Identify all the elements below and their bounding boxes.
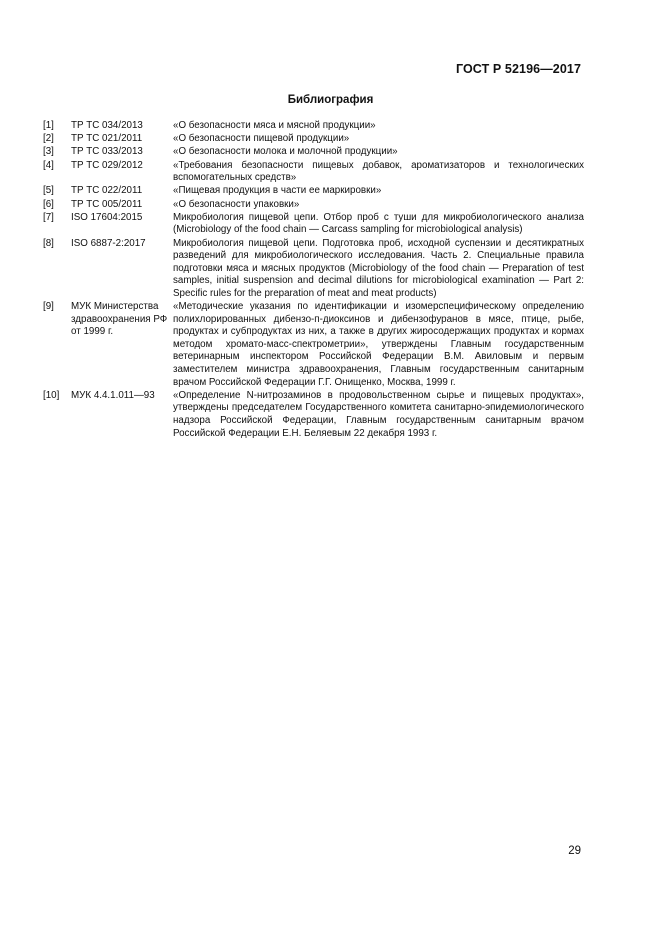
- entry-reference: ТР ТС 005/2011: [71, 198, 143, 210]
- entry-reference: ТР ТС 022/2011: [71, 185, 143, 197]
- entry-description: «О безопасности пищевой продукции»: [173, 133, 350, 145]
- entry-number: [5]: [43, 185, 54, 197]
- entry-reference: ТР ТС 029/2012: [71, 159, 143, 171]
- entry-description: Микробиология пищевой цепи. Отбор проб с туши для микробиологического анализа (Microbiology of the food chain — Carcass sampling for microbiological analysis): [173, 211, 584, 236]
- bibliography-entry: [43, 120, 584, 133]
- bibliography-entry: [43, 199, 584, 212]
- entry-description: «О безопасности мяса и мясной продукции»: [173, 120, 376, 131]
- entry-description: Микробиология пищевой цепи. Подготовка проб, исходной суспензии и десятикратных разведений для микробиологического исследования. Часть 2. Специальные правила подготовки мяса и мясных продуктов (Microbiology of the food chain — Preparation of test samples, initial suspension and decimal dilutions for microbiological examination — Part 2: Specific rules for the preparation of meat and meat products): [173, 237, 584, 299]
- bibliography-list: [43, 120, 584, 441]
- bibliography-entry: [43, 185, 584, 198]
- bibliography-entry: [43, 160, 584, 185]
- bibliography-title: Библиография: [287, 94, 374, 106]
- entry-description: «Пищевая продукция в части ее маркировки»: [173, 185, 382, 197]
- bibliography-entry: [43, 212, 584, 237]
- entry-reference: ТР ТС 033/2013: [71, 146, 143, 158]
- entry-description: «Методические указания по идентификации и изомерспецифическому определению полихлорированных дибензо-п-диоксинов и дибензофуранов в мясе, птице, рыбе, продуктах и субпродуктах из них, а также в других жиросодержащих продуктах и кормах методом хромато-масс-спектрометрии», утверждены Главным государственным ветеринарным инспектором Российской Федерации В.М. Авиловым и первым заместителем министра здравоохранения, Главным государственным санитарным врачом Российской Федерации Г.Г. Онищенко, Москва, 1999 г.: [173, 301, 584, 388]
- document-code: ГОСТ Р 52196—2017: [455, 62, 581, 76]
- entry-description: «О безопасности упаковки»: [173, 198, 300, 210]
- entry-number: [9]: [43, 301, 54, 313]
- entry-reference: МУК Министерства здравоохранения РФ от 1999 г.: [71, 301, 168, 338]
- entry-number: [7]: [43, 211, 54, 223]
- entry-description: «О безопасности молока и молочной продукции»: [173, 146, 398, 158]
- entry-reference: МУК 4.4.1.011—93: [71, 389, 155, 401]
- bibliography-entry: [43, 390, 584, 440]
- bibliography-entry: [43, 133, 584, 146]
- entry-number: [8]: [43, 237, 54, 249]
- entry-number: [10]: [43, 389, 60, 401]
- entry-description: «Определение N-нитрозаминов в продовольственном сырье и пищевых продуктах», утверждены председателем Государственного комитета санитарно-эпидемиологического надзора Российской Федерации, Главным государственным санитарным врачом Российской Федерации Е.Н. Беляевым 22 декабря 1993 г.: [173, 389, 584, 439]
- entry-description: «Требования безопасности пищевых добавок, ароматизаторов и технологических вспомогательных средств»: [173, 159, 584, 184]
- entry-reference: ISO 6887-2:2017: [71, 237, 146, 249]
- entry-number: [6]: [43, 198, 54, 210]
- bibliography-entry: [43, 301, 584, 389]
- entry-reference: ТР ТС 034/2013: [71, 120, 143, 131]
- entry-number: [1]: [43, 120, 54, 131]
- entry-number: [4]: [43, 159, 54, 171]
- entry-reference: ТР ТС 021/2011: [71, 133, 143, 145]
- entry-number: [2]: [43, 133, 54, 145]
- bibliography-entry: [43, 238, 584, 301]
- entry-number: [3]: [43, 146, 54, 158]
- entry-reference: ISO 17604:2015: [71, 211, 143, 223]
- bibliography-entry: [43, 146, 584, 159]
- page-number: 29: [568, 845, 581, 857]
